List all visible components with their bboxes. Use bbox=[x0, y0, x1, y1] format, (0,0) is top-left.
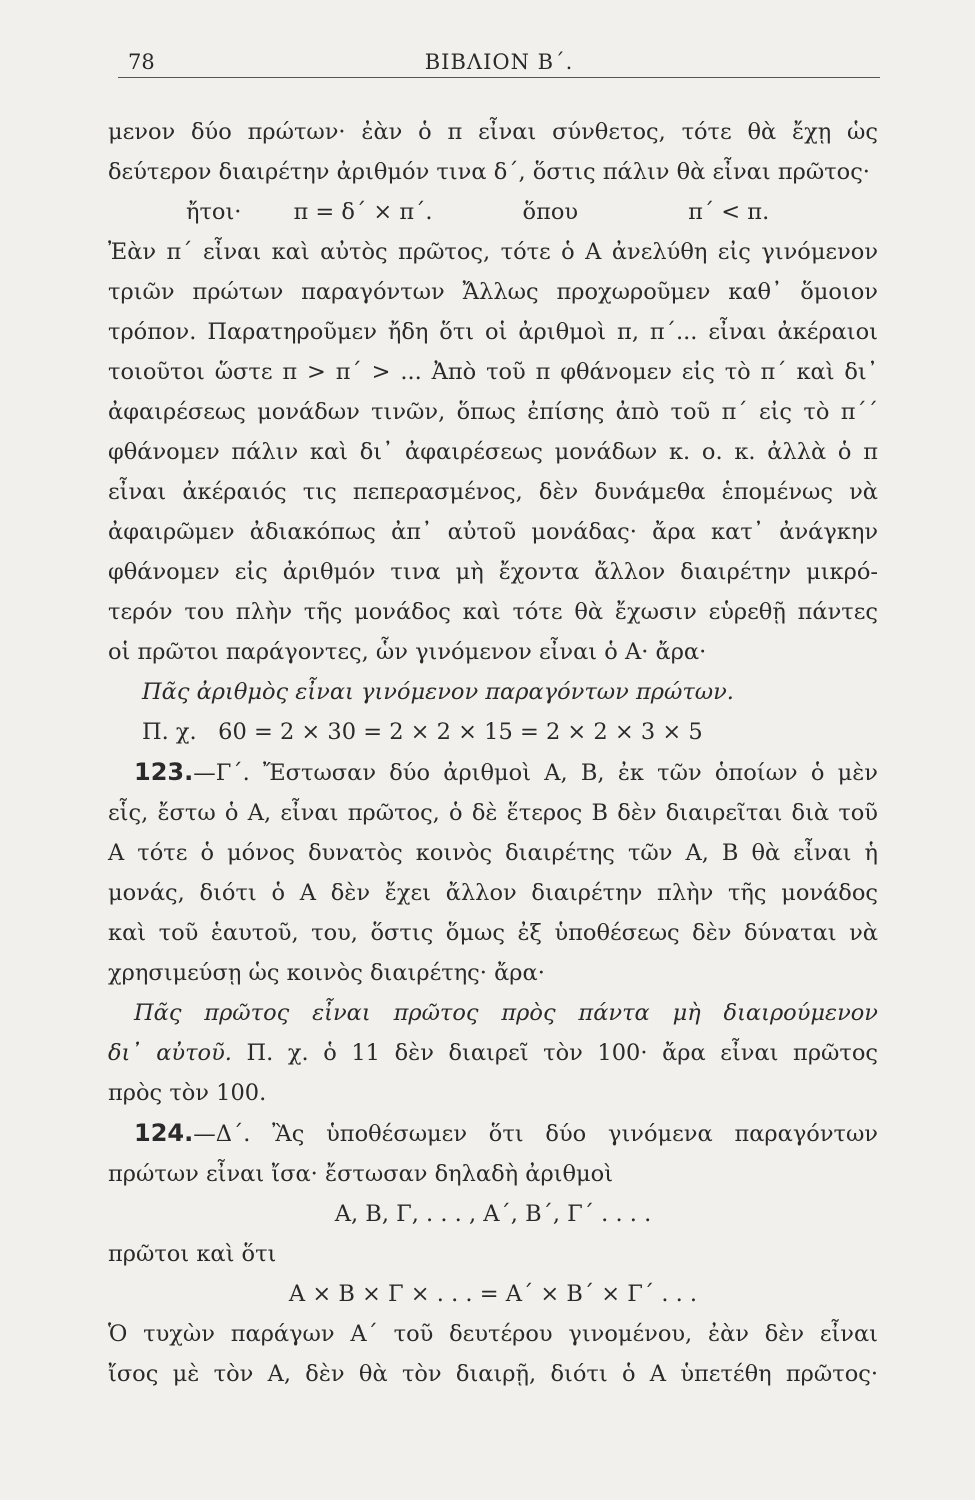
text-line: τερόν του πλὴν τῆς μονάδος καὶ τότε θὰ ἔχωσιν εὑρεθῇ πάντες bbox=[108, 599, 878, 625]
page-body bbox=[108, 112, 878, 1394]
text-line: Ἐὰν π΄ εἶναι καὶ αὐτὸς πρῶτος, τότε ὁ Α ἀνελύθη εἰς γινόμενον bbox=[108, 239, 878, 265]
text-line: Ὁ τυχὼν παράγων Α΄ τοῦ δευτέρου γινομένου, ἐὰν δὲν εἶναι bbox=[108, 1321, 878, 1347]
equation-part: π = δ΄ × π΄. bbox=[293, 199, 433, 225]
text-line: τρόπον. Παρατηροῦμεν ἤδη ὅτι οἱ ἀριθμοὶ π, π΄... εἶναι ἀκέραιοι bbox=[108, 319, 878, 345]
text-line: Α τότε ὁ μόνος δυνατὸς κοινὸς διαιρέτης τῶν Α, Β θὰ εἶναι ἡ bbox=[108, 840, 878, 866]
text-line: πρὸς τὸν 100. bbox=[108, 1080, 267, 1106]
text-line: τριῶν πρώτων παραγόντων Ἄλλως προχωροῦμεν καθ᾽ ὅμοιον bbox=[108, 279, 878, 305]
text-line: οἱ πρῶτοι παράγοντες, ὧν γινόμενον εἶναι ὁ Α· ἄρα· bbox=[108, 639, 707, 665]
theorem-statement: Πᾶς ἀριθμὸς εἶναι γινόμενον παραγόντων πρώτων. bbox=[142, 679, 734, 705]
text-line: εἷς, ἔστω ὁ Α, εἶναι πρῶτος, ὁ δὲ ἕτερος Β δὲν διαιρεῖται διὰ τοῦ bbox=[108, 800, 878, 826]
text-line: ἀφαιρῶμεν ἀδιακόπως ἀπ᾽ αὐτοῦ μονάδας· ἄρα κατ᾽ ἀνάγκην bbox=[108, 519, 878, 545]
equation-line: Α, Β, Γ, . . . , Α΄, Β΄, Γ΄ . . . . bbox=[334, 1201, 652, 1227]
text-line: μονάς, διότι ὁ Α δὲν ἔχει ἄλλον διαιρέτην πλὴν τῆς μονάδος bbox=[108, 880, 878, 906]
section-123-first-line bbox=[108, 752, 878, 793]
theorem-statement: Πᾶς πρῶτος εἶναι πρῶτος πρὸς πάντα μὴ διαιρούμενον bbox=[134, 1000, 878, 1026]
equation-line bbox=[108, 192, 878, 232]
theorem-continuation bbox=[108, 1033, 878, 1073]
text-line: πρώτων εἶναι ἴσα· ἔστωσαν δηλαδὴ ἀριθμοὶ bbox=[108, 1161, 614, 1187]
section-number: 124. bbox=[134, 1119, 194, 1147]
text-line: δεύτερον διαιρέτην ἀριθμόν τινα δ΄, ὅστις πάλιν θὰ εἶναι πρῶτος· bbox=[108, 159, 870, 185]
section-text: —Δ΄. Ἂς ὑποθέσωμεν ὅτι δύο γινόμενα παραγόντων bbox=[193, 1121, 878, 1147]
example-text: Π. χ. ὁ 11 δὲν διαιρεῖ τὸν 100· ἄρα εἶναι πρῶτος bbox=[246, 1040, 878, 1066]
text-line: πρῶτοι καὶ ὅτι bbox=[108, 1241, 277, 1267]
text-line: χρησιμεύσῃ ὡς κοινὸς διαιρέτης· ἄρα· bbox=[108, 960, 545, 986]
text-line: ἴσος μὲ τὸν Α, δὲν θὰ τὸν διαιρῇ, διότι ὁ Α ὑπετέθη πρῶτος· bbox=[108, 1361, 878, 1387]
section-124-first-line bbox=[108, 1113, 878, 1154]
equation-part: ὅπου bbox=[522, 199, 579, 225]
section-number: 123. bbox=[134, 758, 194, 786]
text-line: τοιοῦτοι ὥστε π > π΄ > ... Ἀπὸ τοῦ π φθάνομεν εἰς τὸ π΄ καὶ δι᾽ bbox=[108, 359, 878, 385]
text-line: ἀφαιρέσεως μονάδων τινῶν, ὅπως ἐπίσης ἀπὸ τοῦ π΄ εἰς τὸ π΄΄ bbox=[108, 399, 878, 425]
text-line: φθάνομεν πάλιν καὶ δι᾽ ἀφαιρέσεως μονάδων κ. ο. κ. ἀλλὰ ὁ π bbox=[108, 439, 878, 465]
equation-part: π΄ < π. bbox=[688, 199, 770, 225]
theorem-end: δι᾽ αὐτοῦ. bbox=[108, 1040, 232, 1066]
text-line: φθάνομεν εἰς ἀριθμόν τινα μὴ ἔχοντα ἄλλον διαιρέτην μικρό- bbox=[108, 559, 878, 585]
page-number: 78 bbox=[128, 50, 155, 74]
section-text: —Γ΄. Ἔστωσαν δύο ἀριθμοὶ Α, Β, ἐκ τῶν ὁποίων ὁ μὲν bbox=[193, 760, 878, 786]
example-equation: Π. χ. 60 = 2 × 30 = 2 × 2 × 15 = 2 × 2 × 3 × 5 bbox=[142, 719, 703, 745]
equation-line: Α × Β × Γ × . . . = Α΄ × Β΄ × Γ΄ . . . bbox=[288, 1281, 698, 1307]
text-line: καὶ τοῦ ἑαυτοῦ, του, ὅστις ὅμως ἐξ ὑποθέσεως δὲν δύναται νὰ bbox=[108, 920, 878, 946]
page-header bbox=[118, 44, 880, 78]
running-title: ΒΙΒΛΙΟΝ Β΄. bbox=[424, 50, 574, 74]
text-line: εἶναι ἀκέραιός τις πεπερασμένος, δὲν δυνάμεθα ἑπομένως νὰ bbox=[108, 479, 878, 505]
header-rule bbox=[118, 77, 880, 78]
text-line: μενον δύο πρώτων· ἐὰν ὁ π εἶναι σύνθετος, τότε θὰ ἔχῃ ὡς bbox=[108, 119, 878, 145]
equation-part: ἤτοι· bbox=[186, 199, 242, 225]
